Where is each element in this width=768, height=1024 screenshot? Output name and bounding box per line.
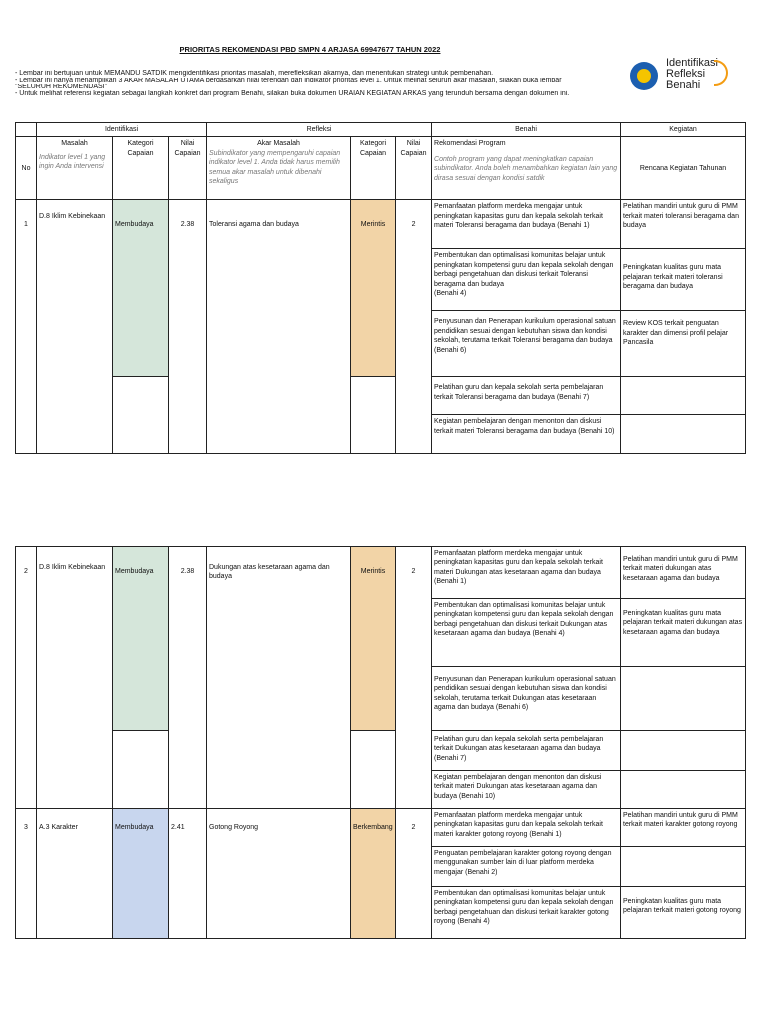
header-rencana-kegiatan: Rencana Kegiatan Tahunan	[621, 137, 746, 200]
note-line: - Lembar ini hanya menampilkan 3 AKAR MASALAH UTAMA berdasarkan nilai terendah dari indikator prioritas level 1. Untuk melihat seluruh akar masalah, silakan buka lembar	[15, 78, 562, 85]
kategori-cell: Membudaya	[113, 809, 169, 939]
nilai-cell: 2.38	[169, 547, 207, 809]
kegiatan-cell: Pelatihan mandiri untuk guru di PMM terkait materi dukungan atas kesetaraan agama dan budaya	[621, 547, 746, 599]
kegiatan-cell	[621, 415, 746, 454]
kategori2-cell: Merintis	[351, 547, 396, 731]
kegiatan-cell	[621, 771, 746, 809]
program-cell: Kegiatan pembelajaran dengan menonton dan diskusi terkait materi Dukungan atas kesetaraan agama dan budaya (Benahi 10)	[432, 771, 621, 809]
rekomendasi-hint: Contoh program yang dapat meningkatkan capaian subindikator. Anda boleh menambahkan kegiatan lain yang dirasa sesuai dengan kondisi satdik	[434, 155, 618, 182]
program-cell: Pemanfaatan platform merdeka mengajar untuk peningkatan kapasitas guru dan kepala sekolah terkait materi Toleransi beragama dan budaya (Benahi 1)	[432, 200, 621, 249]
header-refleksi: Refleksi	[207, 123, 432, 137]
header-rekomendasi-program: Rekomendasi Program Contoh program yang dapat meningkatkan capaian subindikator. Anda boleh menambahkan kegiatan lain yang dirasa sesuai dengan kondisi satdik	[432, 137, 621, 200]
program-cell: Pembentukan dan optimalisasi komunitas belajar untuk peningkatan kompetensi guru dan kepala sekolah dengan berbagi pengetahuan dan diskusi terkait Toleransi beragama dan budaya (Benahi 4)	[432, 249, 621, 311]
kategori2-cell: Merintis	[351, 200, 396, 377]
kegiatan-cell: Peningkatan kualitas guru mata pelajaran terkait materi dukungan atas kesetaraan agama dan budaya	[621, 599, 746, 667]
document-title: PRIORITAS REKOMENDASI PBD SMPN 4 ARJASA 69947677 TAHUN 2022	[179, 45, 441, 54]
nilai-cell: 2.41	[169, 809, 207, 939]
program-cell: Kegiatan pembelajaran dengan menonton dan diskusi terkait materi Toleransi beragama dan budaya (Benahi 10)	[432, 415, 621, 454]
akar-masalah-cell: Gotong Royong	[207, 809, 351, 939]
header-kategori-capaian: Kategori Capaian	[113, 137, 169, 200]
header-akar-masalah: Akar Masalah Subindikator yang mempengaruhi capaian indikator level 1. Anda tidak harus memilih semua akar masalah untuk dibenahi sekaligus	[207, 137, 351, 200]
logo-arc-icon	[714, 60, 728, 86]
header-kategori-capaian-2: Kategori Capaian	[351, 137, 396, 200]
header-masalah: Masalah Indikator level 1 yang ingin Anda intervensi	[37, 137, 113, 200]
program-cell: Penyusunan dan Penerapan kurikulum operasional satuan pendidikan sesuai dengan kebutuhan siswa dan kondisi sekolah, terutama terkait Dukungan atas kesetaraan agama dan budaya (Benahi 6)	[432, 667, 621, 731]
nilai2-cell: 2	[396, 547, 432, 809]
masalah-cell: D.8 Iklim Kebinekaan	[37, 547, 113, 809]
kegiatan-cell: Peningkatan kualitas guru mata pelajaran terkait materi toleransi beragama dan budaya	[621, 249, 746, 311]
identifikasi-refleksi-benahi-logo	[630, 58, 740, 98]
kategori-cell: Membudaya	[113, 200, 169, 377]
kegiatan-cell	[621, 847, 746, 887]
kemdikbud-emblem-icon	[630, 62, 658, 90]
nilai2-cell: 2	[396, 809, 432, 939]
akar-masalah-cell: Toleransi agama dan budaya	[207, 200, 351, 454]
kegiatan-cell: Pelatihan mandiri untuk guru di PMM terkait materi karakter gotong royong	[621, 809, 746, 847]
masalah-cell: D.8 Iklim Kebinekaan	[37, 200, 113, 454]
akar-masalah-cell: Dukungan atas kesetaraan agama dan budaya	[207, 547, 351, 809]
header-kegiatan: Kegiatan	[621, 123, 746, 137]
row-number: 2	[16, 547, 37, 809]
kegiatan-cell	[621, 377, 746, 415]
program-cell: Penguatan pembelajaran karakter gotong royong dengan menggunakan sumber lain di luar platform merdeka mengajar (Benahi 2)	[432, 847, 621, 887]
note-line: "SELURUH REKOMENDASI"	[15, 84, 108, 91]
kegiatan-cell: Pelatihan mandiri untuk guru di PMM terkait materi toleransi beragama dan budaya	[621, 200, 746, 249]
row-number: 3	[16, 809, 37, 939]
masalah-cell: A.3 Karakter	[37, 809, 113, 939]
note-line: - Lembar ini bertujuan untuk MEMANDU SATDIK mengidentifikasi prioritas masalah, merefleksikan akarnya, dan menentukan strategi untuk pembenahan.	[15, 70, 494, 77]
nilai-cell: 2.38	[169, 200, 207, 454]
kegiatan-cell	[621, 667, 746, 731]
program-cell: Penyusunan dan Penerapan kurikulum operasional satuan pendidikan sesuai dengan kebutuhan siswa dan kondisi sekolah, terutama terkait Toleransi beragama dan budaya (Benahi 6)	[432, 311, 621, 377]
note-line: - Untuk melihat referensi kegiatan sebagai langkah konkret dari program Benahi, silakan buka dokumen URAIAN KEGIATAN ARKAS yang terunduh bersama dengan dokumen ini.	[15, 90, 570, 98]
nilai2-cell: 2	[396, 200, 432, 454]
kegiatan-cell	[621, 731, 746, 771]
header-identifikasi: Identifikasi	[37, 123, 207, 137]
kategori-cell: Membudaya	[113, 547, 169, 731]
header-no: No	[16, 137, 37, 200]
program-cell: Pelatihan guru dan kepala sekolah serta pembelajaran terkait Toleransi beragama dan budaya (Benahi 7)	[432, 377, 621, 415]
masalah-hint: Indikator level 1 yang ingin Anda intervensi	[39, 153, 106, 171]
header-nilai-capaian: Nilai Capaian	[169, 137, 207, 200]
program-cell: Pembentukan dan optimalisasi komunitas belajar untuk peningkatan kompetensi guru dan kepala sekolah dengan berbagi pengetahuan dan diskusi terkait karakter gotong royong (Benahi 4)	[432, 887, 621, 939]
header-benahi: Benahi	[432, 123, 621, 137]
header-nilai-capaian-2: Nilai Capaian	[396, 137, 432, 200]
program-cell: Pelatihan guru dan kepala sekolah serta pembelajaran terkait Dukungan atas kesetaraan agama dan budaya (Benahi 7)	[432, 731, 621, 771]
row-number: 1	[16, 200, 37, 454]
kegiatan-cell: Peningkatan kualitas guru mata pelajaran terkait materi gotong royong	[621, 887, 746, 939]
kategori2-cell: Berkembang	[351, 809, 396, 939]
program-cell: Pemanfaatan platform merdeka mengajar untuk peningkatan kapasitas guru dan kepala sekolah terkait materi Dukungan atas kesetaraan agama dan budaya (Benahi 1)	[432, 547, 621, 599]
program-cell: Pembentukan dan optimalisasi komunitas belajar untuk peningkatan kompetensi guru dan kepala sekolah dengan berbagi pengetahuan dan diskusi terkait Dukungan atas kesetaraan agama dan budaya (Benahi 4)	[432, 599, 621, 667]
instruction-notes	[15, 70, 615, 99]
program-cell: Pemanfaatan platform merdeka mengajar untuk peningkatan kapasitas guru dan kepala sekolah terkait materi karakter gotong royong (Benahi 1)	[432, 809, 621, 847]
kegiatan-cell: Review KOS terkait penguatan karakter dan dimensi profil pelajar Pancasila	[621, 311, 746, 377]
logo-text: Identifikasi Refleksi Benahi	[666, 57, 718, 91]
recommendation-table-page2	[15, 546, 746, 939]
akar-hint: Subindikator yang mempengaruhi capaian indikator level 1. Anda tidak harus memilih semua akar masalah untuk dibenahi sekaligus	[209, 149, 341, 186]
recommendation-table-page1	[15, 122, 746, 454]
